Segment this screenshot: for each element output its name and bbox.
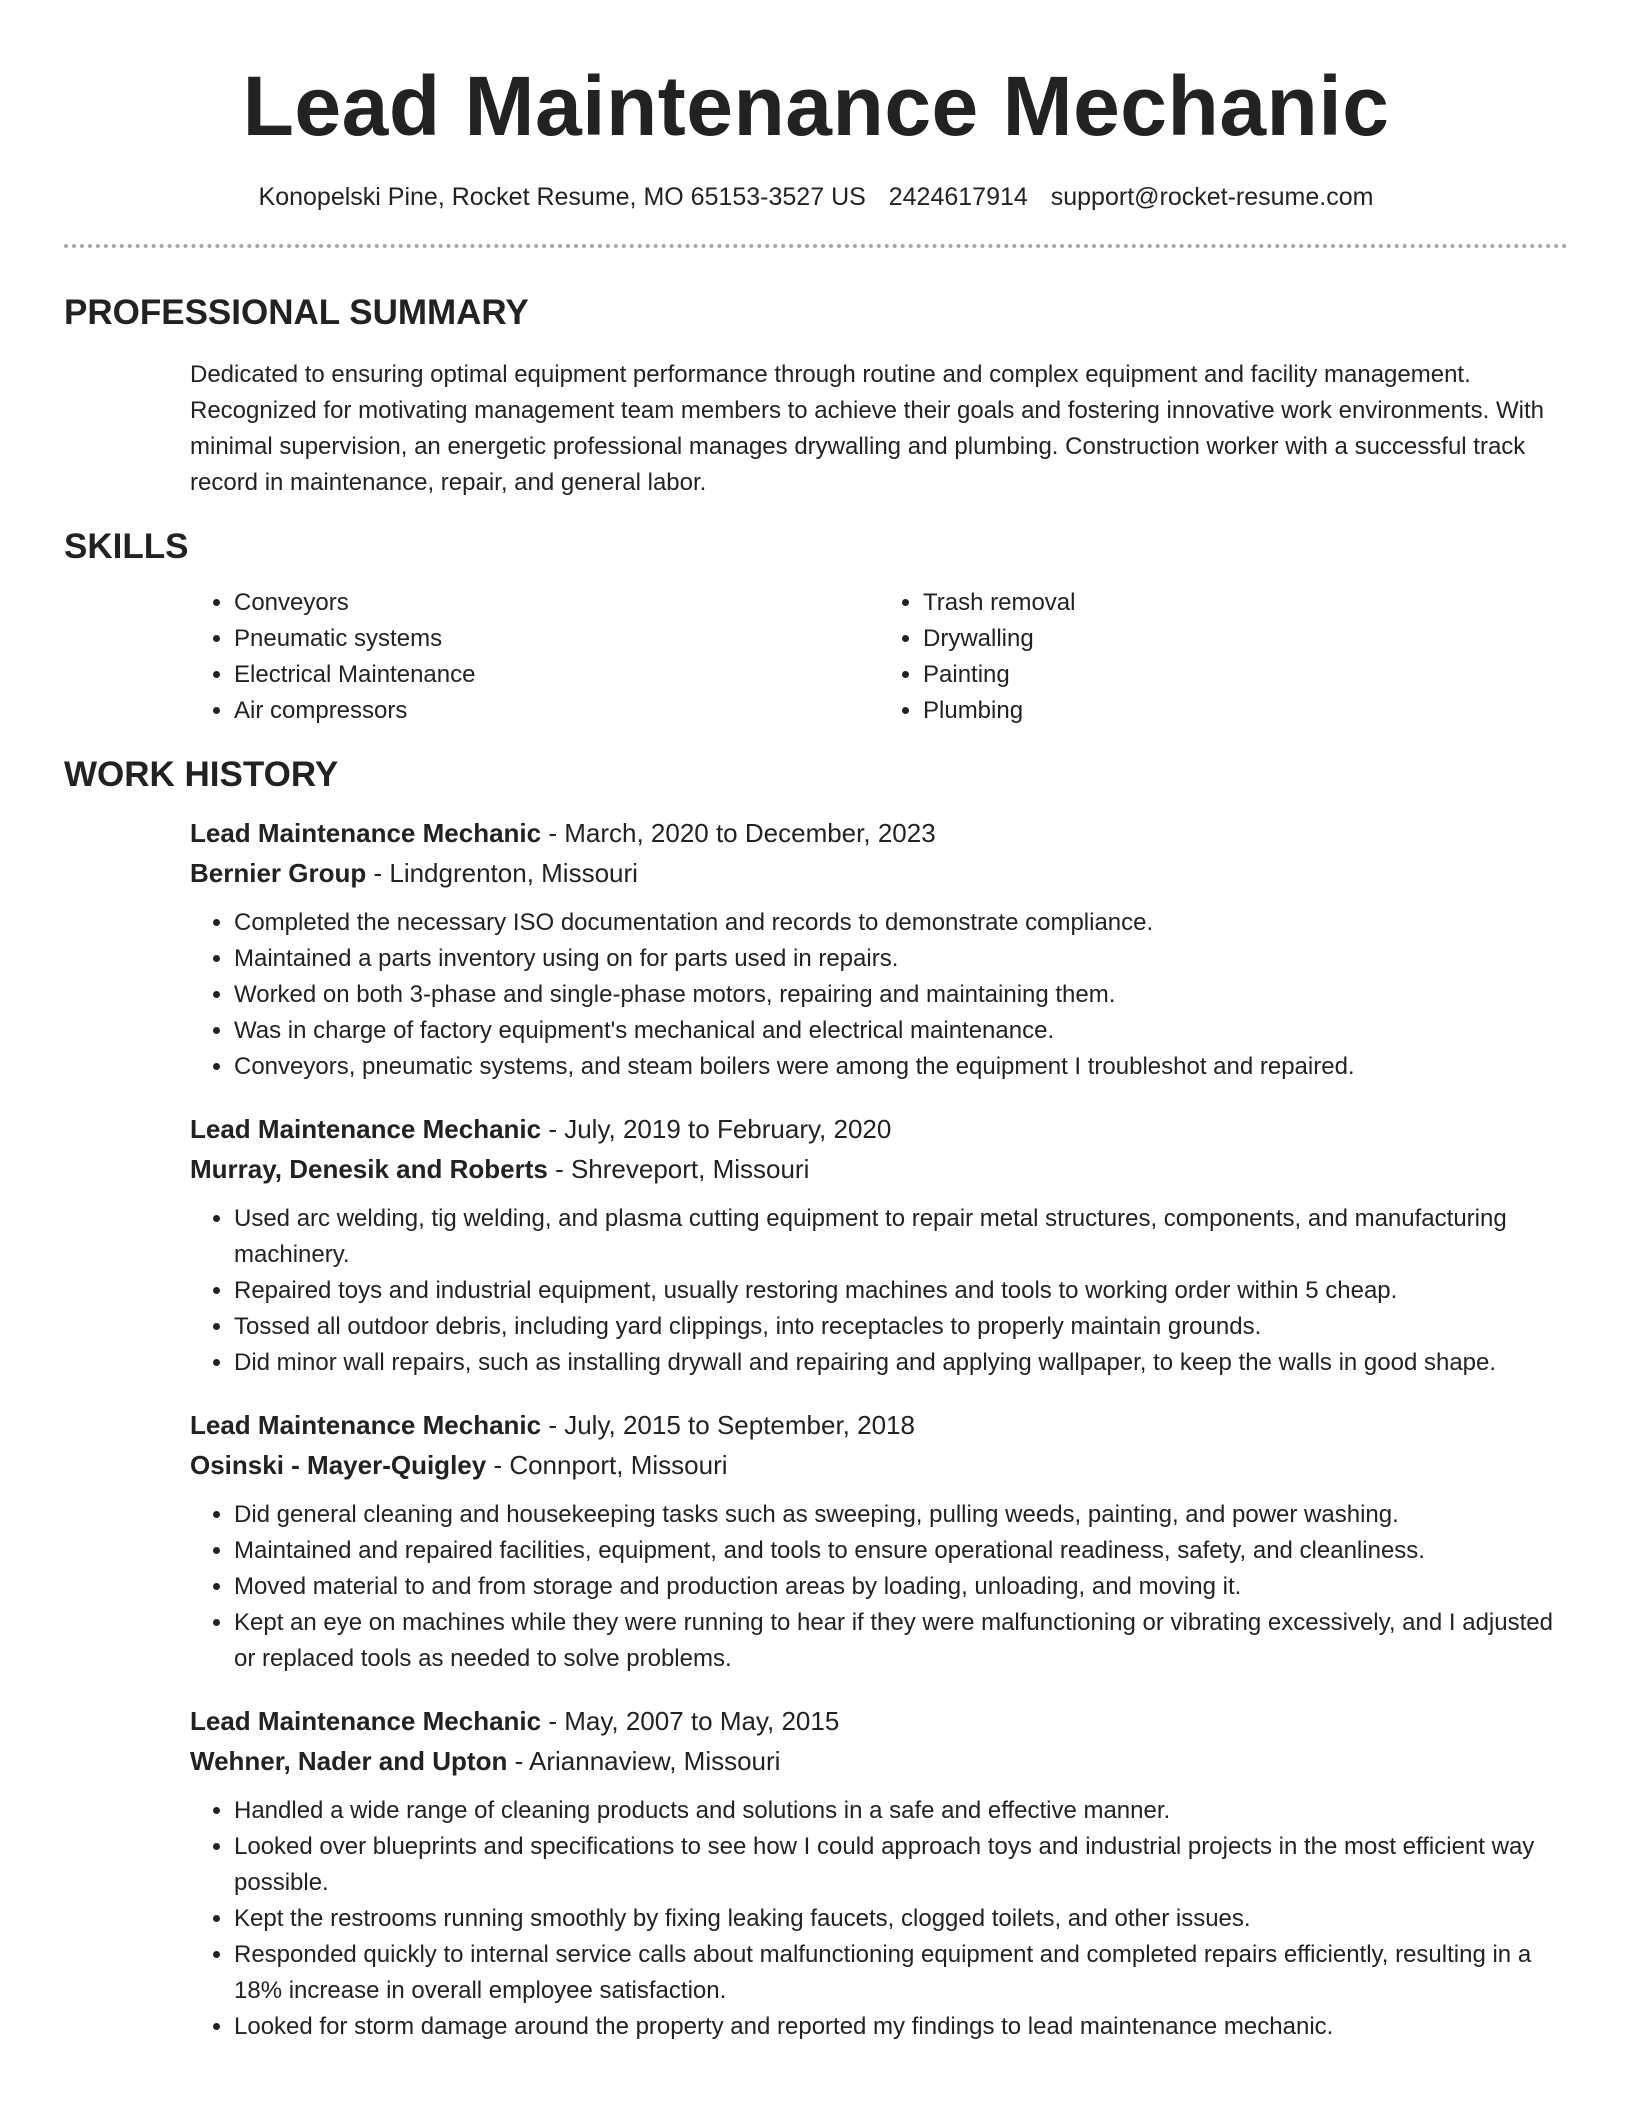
job-bullet: • Kept an eye on machines while they were running to hear if they were malfunctioning or vibrating excessively, and I adjusted or replaced tools as needed to solve problems. xyxy=(234,1605,1568,1677)
job-company-line xyxy=(190,853,1568,893)
job-location: - Lindgrenton, Missouri xyxy=(366,858,638,888)
job-bullet: • Tossed all outdoor debris, including yard clippings, into receptacles to properly maintain grounds. xyxy=(234,1309,1568,1345)
job-company: Bernier Group xyxy=(190,858,367,888)
header-divider xyxy=(64,244,1568,248)
contact-address: Konopelski Pine, Rocket Resume, MO 65153-3527 US xyxy=(258,183,866,211)
job-bullet: • Worked on both 3-phase and single-phase motors, repairing and maintaining them. xyxy=(234,977,1568,1013)
job-dates: - May, 2007 to May, 2015 xyxy=(541,1706,840,1736)
skills-column-left xyxy=(190,585,879,729)
skills-column-right xyxy=(879,585,1568,729)
job-bullets xyxy=(190,1793,1568,2045)
contact-phone: 2424617914 xyxy=(888,183,1028,211)
skill-item: • Drywalling xyxy=(923,621,1568,657)
job-entry xyxy=(190,1405,1568,1677)
job-dates: - July, 2019 to February, 2020 xyxy=(541,1114,892,1144)
work-history-heading: WORK HISTORY xyxy=(64,755,339,794)
job-company: Wehner, Nader and Upton xyxy=(190,1746,508,1776)
skill-item: • Pneumatic systems xyxy=(234,621,879,657)
job-location: - Ariannaview, Missouri xyxy=(507,1746,781,1776)
job-bullet: • Used arc welding, tig welding, and plasma cutting equipment to repair metal structures, components, and manufacturing machinery. xyxy=(234,1201,1568,1273)
job-bullet: • Moved material to and from storage and production areas by loading, unloading, and moving it. xyxy=(234,1569,1568,1605)
skills-list xyxy=(64,585,1568,729)
contact-line xyxy=(64,180,1568,214)
skill-item: • Air compressors xyxy=(234,693,879,729)
job-title-line xyxy=(190,813,1568,853)
job-bullet: • Looked for storm damage around the property and reported my findings to lead maintenance mechanic. xyxy=(234,2009,1568,2045)
job-bullet: • Maintained a parts inventory using on for parts used in repairs. xyxy=(234,941,1568,977)
summary-text: Dedicated to ensuring optimal equipment performance through routine and complex equipment and facility management. Recognized for motivating management team members to achieve their goals and fostering innovative work environments. With minimal supervision, an energetic professional manages drywalling and plumbing. Construction worker with a successful track record in maintenance, repair, and general labor. xyxy=(190,361,1544,496)
job-company-line xyxy=(190,1445,1568,1485)
skill-item: • Plumbing xyxy=(923,693,1568,729)
job-bullet: • Completed the necessary ISO documentation and records to demonstrate compliance. xyxy=(234,905,1568,941)
job-dates: - July, 2015 to September, 2018 xyxy=(541,1410,915,1440)
job-entry xyxy=(190,1701,1568,2045)
candidate-name: Lead Maintenance Mechanic xyxy=(242,59,1390,153)
job-bullets xyxy=(190,1201,1568,1381)
job-bullet: • Kept the restrooms running smoothly by fixing leaking faucets, clogged toilets, and other issues. xyxy=(234,1901,1568,1937)
job-bullet: • Repaired toys and industrial equipment, usually restoring machines and tools to working order within 5 cheap. xyxy=(234,1273,1568,1309)
skill-item: • Trash removal xyxy=(923,585,1568,621)
job-bullet: • Responded quickly to internal service calls about malfunctioning equipment and completed repairs efficiently, resulting in a 18% increase in overall employee satisfaction. xyxy=(234,1937,1568,2009)
job-bullets xyxy=(190,905,1568,1085)
skill-item: • Conveyors xyxy=(234,585,879,621)
job-bullet: • Handled a wide range of cleaning products and solutions in a safe and effective manner. xyxy=(234,1793,1568,1829)
skill-item: • Electrical Maintenance xyxy=(234,657,879,693)
contact-email: support@rocket-resume.com xyxy=(1050,183,1374,211)
job-title-line xyxy=(190,1109,1568,1149)
job-title-line xyxy=(190,1405,1568,1445)
job-location: - Shreveport, Missouri xyxy=(547,1154,810,1184)
job-bullet: • Did general cleaning and housekeeping tasks such as sweeping, pulling weeds, painting, and power washing. xyxy=(234,1497,1568,1533)
job-bullets xyxy=(190,1497,1568,1677)
job-location: - Connport, Missouri xyxy=(486,1450,728,1480)
job-title: Lead Maintenance Mechanic xyxy=(190,818,542,848)
job-title: Lead Maintenance Mechanic xyxy=(190,1114,542,1144)
job-company-line xyxy=(190,1149,1568,1189)
job-entry xyxy=(190,813,1568,1085)
job-title: Lead Maintenance Mechanic xyxy=(190,1706,542,1736)
job-title-line xyxy=(190,1701,1568,1741)
job-company-line xyxy=(190,1741,1568,1781)
job-bullet: • Maintained and repaired facilities, equipment, and tools to ensure operational readiness, safety, and cleanliness. xyxy=(234,1533,1568,1569)
job-bullet: • Conveyors, pneumatic systems, and steam boilers were among the equipment I troubleshot and repaired. xyxy=(234,1049,1568,1085)
job-bullet: • Was in charge of factory equipment's mechanical and electrical maintenance. xyxy=(234,1013,1568,1049)
job-bullet: • Looked over blueprints and specifications to see how I could approach toys and industrial projects in the most efficient way possible. xyxy=(234,1829,1568,1901)
work-history-list xyxy=(64,813,1568,2045)
job-company: Osinski - Mayer-Quigley xyxy=(190,1450,487,1480)
job-title: Lead Maintenance Mechanic xyxy=(190,1410,542,1440)
summary-heading: PROFESSIONAL SUMMARY xyxy=(64,293,529,332)
skills-heading: SKILLS xyxy=(64,527,189,566)
job-company: Murray, Denesik and Roberts xyxy=(190,1154,548,1184)
job-bullet: • Did minor wall repairs, such as installing drywall and repairing and applying wallpaper, to keep the walls in good shape. xyxy=(234,1345,1568,1381)
skill-item: • Painting xyxy=(923,657,1568,693)
job-entry xyxy=(190,1109,1568,1381)
job-dates: - March, 2020 to December, 2023 xyxy=(541,818,936,848)
